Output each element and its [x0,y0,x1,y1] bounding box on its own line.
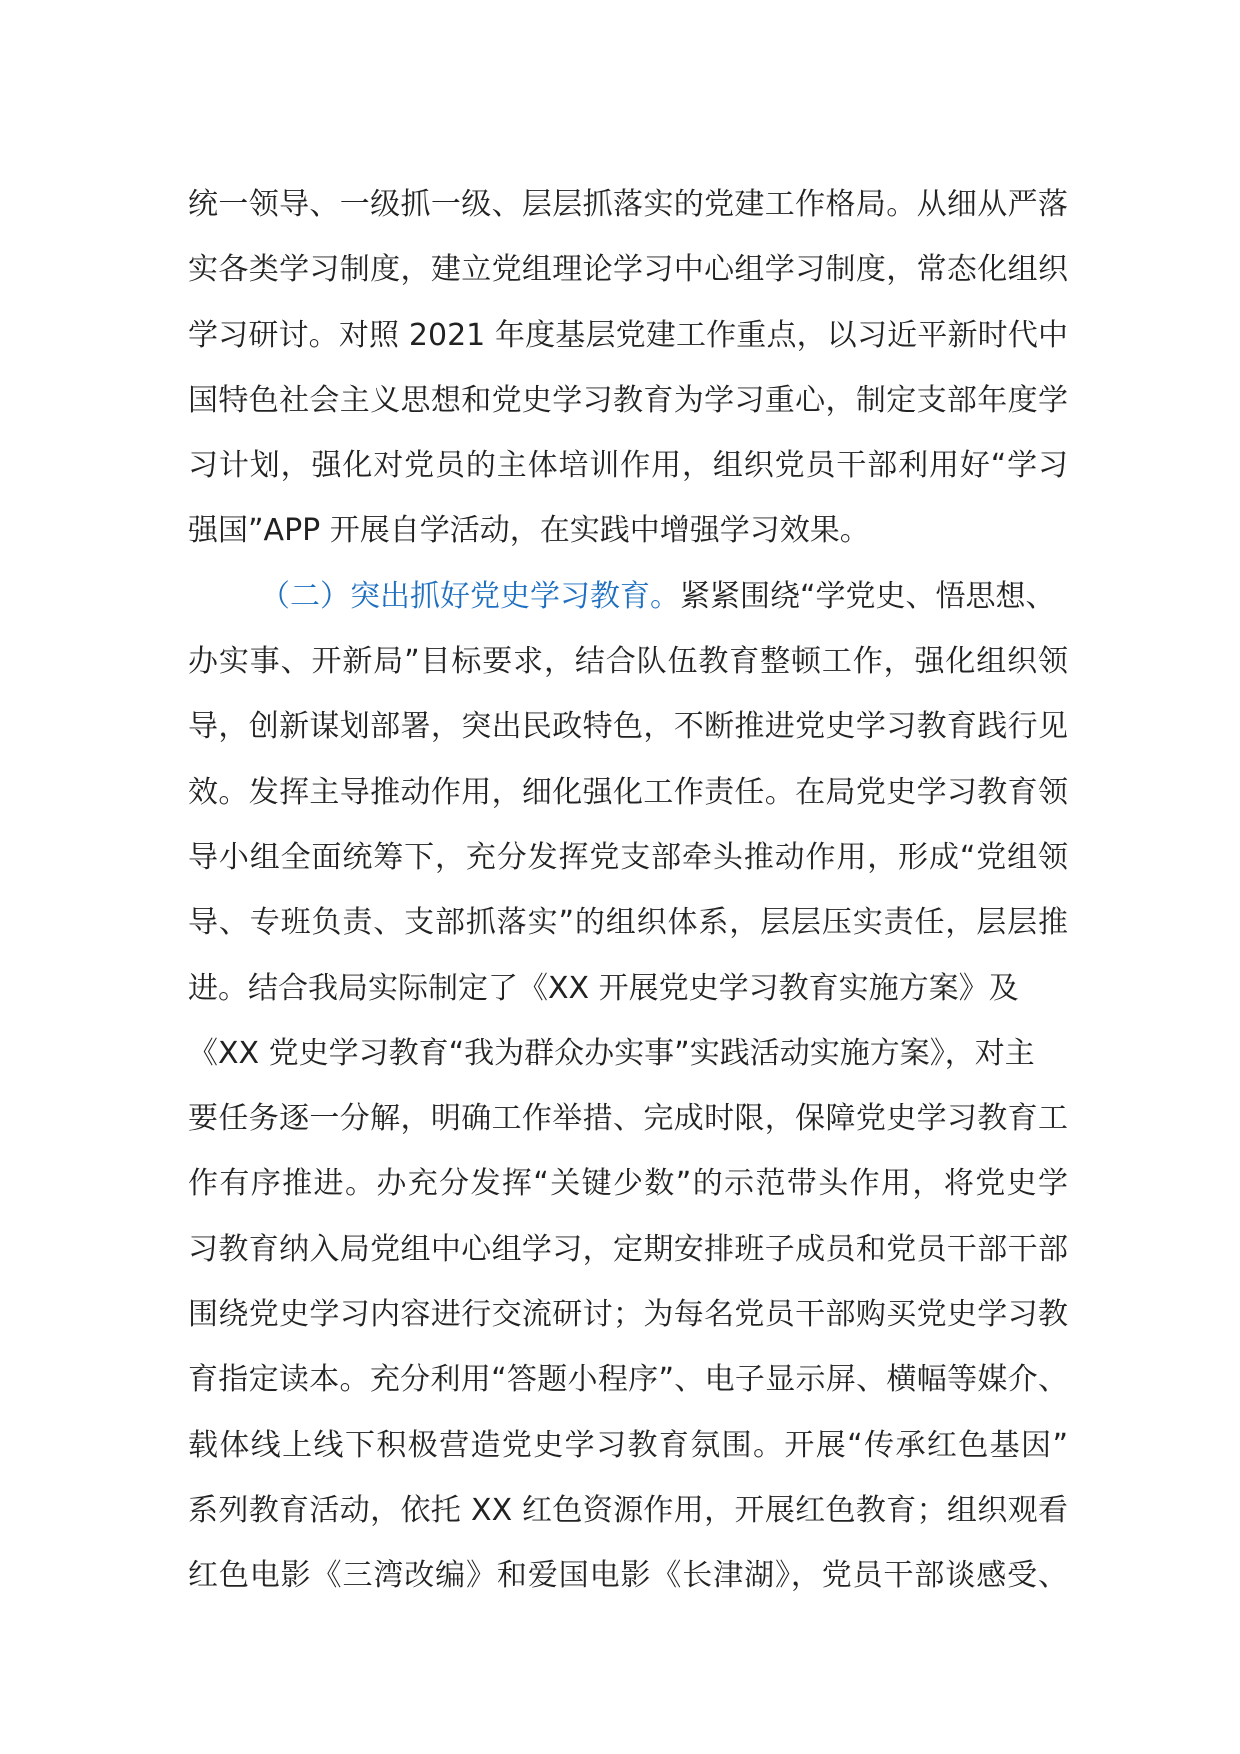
text-line-20: 载体线上线下积极营造党史学习教育氛围。开展“传承红色基因” [188,1427,1068,1463]
body-text [188,172,1068,1609]
text-line-7 [188,564,1068,629]
text-line-16: 作有序推进。办充分发挥“关键少数”的示范带头作用，将党史学 [188,1166,1068,1202]
text-line-8: 办实事、开新局”目标要求，结合队伍教育整顿工作，强化组织领 [188,644,1068,680]
text-line-17: 习教育纳入局党组中心组学习，定期安排班子成员和党员干部干部 [188,1231,1068,1267]
text-line-2: 实各类学习制度，建立党组理论学习中心组学习制度，常态化组织 [188,252,1068,288]
text-line-9: 导，创新谋划部署，突出民政特色，不断推进党史学习教育践行见 [188,709,1068,745]
text-line-3: 学习研讨。对照 2021 年度基层党建工作重点，以习近平新时代中 [188,317,1068,353]
text-line-14: 《XX 党史学习教育“我为群众办实事”实践活动实施方案》，对主 [188,1035,1035,1071]
section-heading: （二）突出抓好党史学习教育。 [260,578,680,614]
text-line-6: 强国”APP 开展自学活动，在实践中增强学习效果。 [188,513,870,549]
text-line-21: 系列教育活动，依托 XX 红色资源作用，开展红色教育；组织观看 [188,1492,1068,1528]
text-line-19: 育指定读本。充分利用“答题小程序”、电子显示屏、横幅等媒介、 [188,1362,1068,1398]
text-line-12: 导、专班负责、支部抓落实”的组织体系，层层压实责任，层层推 [188,905,1068,941]
text-line-22: 红色电影《三湾改编》和爱国电影《长津湖》，党员干部谈感受、 [188,1558,1068,1594]
text-line-4: 国特色社会主义思想和党史学习教育为学习重心，制定支部年度学 [188,382,1068,418]
text-line-5: 习计划，强化对党员的主体培训作用，组织党员干部利用好“学习 [188,448,1068,484]
text-line-11: 导小组全面统筹下，充分发挥党支部牵头推动作用，形成“党组领 [188,839,1068,875]
text-line-13: 进。结合我局实际制定了《XX 开展党史学习教育实施方案》及 [188,970,1019,1006]
text-line-15: 要任务逐一分解，明确工作举措、完成时限，保障党史学习教育工 [188,1101,1068,1137]
text-line-18: 围绕党史学习内容进行交流研讨；为每名党员干部购买党史学习教 [188,1297,1068,1333]
text-line-7-rest: 紧紧围绕“学党史、悟思想、 [680,578,1056,614]
text-line-10: 效。发挥主导推动作用，细化强化工作责任。在局党史学习教育领 [188,774,1068,810]
text-line-1: 统一领导、一级抓一级、层层抓落实的党建工作格局。从细从严落 [188,187,1068,222]
